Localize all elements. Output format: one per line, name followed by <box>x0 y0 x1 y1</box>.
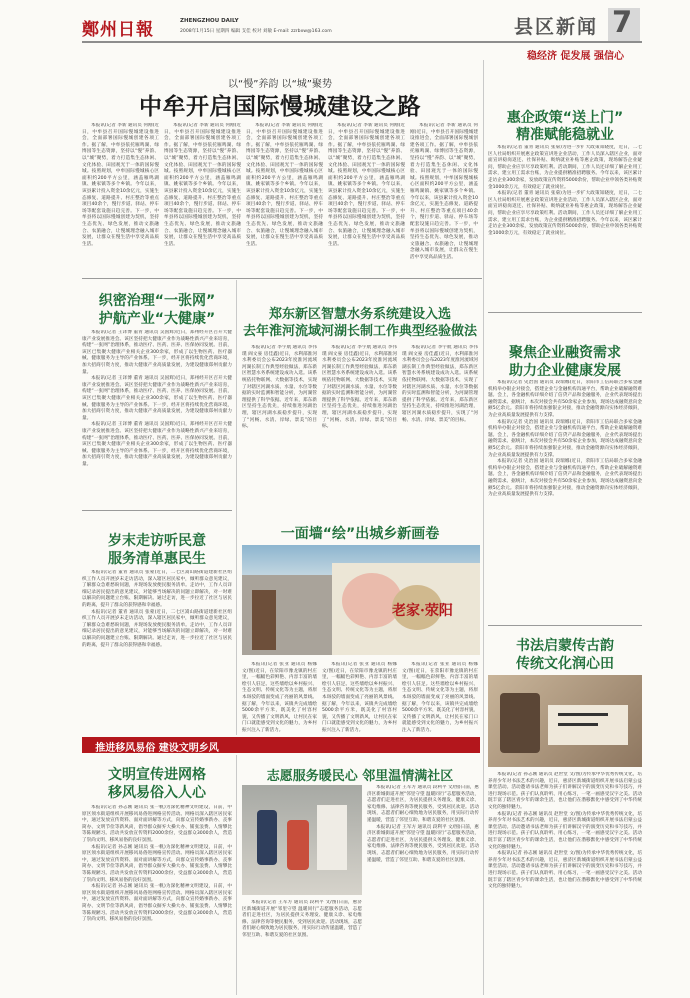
policy-headline-2: 精准赋能稳就业 <box>516 127 614 143</box>
calligraphy-photo <box>488 675 642 767</box>
lead-kicker: 以“慢”养韵 以“城”聚势 <box>228 79 332 90</box>
lead-column-5: 本报讯(记者 李新 通讯员 何刚)近日，中牟县召开国际慢城建设推进会，全面部署国际慢城创建各项工作。据了解，中牟县依托雁鸣湖、绿博园等生态资源，坚持以“慢”养韵、以“城”聚势，着力打造集生态休闲、文化体验、田园观光于一体的国际慢城。按照规划，中牟国际慢城核心区面积约200平方公里，涵盖雁鸣湖镇、姚家镇等多个乡镇。今年以来，该县累计投入资金10余亿元，实施生态修复、道路提升、村庄整治等重点项目40余个，慢行步道、驿站、停车场等配套设施日趋完善。下一步，中牟县将以国际慢城创建为契机，坚持生态优先、绿色发展，推动文旅融合、农旅融合，让慢城理念融入城市发展，让群众在慢生活中享受高品质生活。 <box>410 123 478 260</box>
finance-body: 本报讯(记者 史治国 通讯员 段瑞娜)近日，荥阳市工信局联合多家金融机构举办银企对接会，搭建企业与金融机构沟通平台，帮助企业破解融资难题。会上，各金融机构详细介绍了信贷产品和金融服务，企业代表现场提出融资需求。据统计，本次对接会共有50余家企业参加，现场达成融资意向金额5亿余元。荥阳市将持续加强银企对接，推动金融资源向实体经济倾斜，为企业高质量发展提供有力支撑。 本报讯(记者 史治国 通讯员 段瑞娜)近日，荥阳市工信局联合多家金融机构举办银企对接会，搭建企业与金融机构沟通平台，帮助企业破解融资难题。会上，各金融机构详细介绍了信贷产品和金融服务，企业代表现场提出融资需求。据统计，本次对接会共有50余家企业参加，现场达成融资意向金额5亿余元。荥阳市将持续加强银企对接，推动金融资源向实体经济倾斜，为企业高质量发展提供有力支撑。 本报讯(记者 史治国 通讯员 段瑞娜)近日，荥阳市工信局联合多家金融机构举办银企对接会，搭建企业与金融机构沟通平台，帮助企业破解融资难题。会上，各金融机构详细介绍了信贷产品和金融服务，企业代表现场提出融资需求。据统计，本次对接会共有50余家企业参加，现场达成融资意向金额5亿余元。荥阳市将持续加强银企对接，推动金融资源向实体经济倾斜，为企业高质量发展提供有力支撑。 <box>488 380 642 498</box>
lead-column-1: 本报讯(记者 李新 通讯员 何刚)近日，中牟县召开国际慢城建设推进会，全面部署国际慢城创建各项工作。据了解，中牟县依托雁鸣湖、绿博园等生态资源，坚持以“慢”养韵、以“城”聚势，着力打造集生态休闲、文化体验、田园观光于一体的国际慢城。按照规划，中牟国际慢城核心区面积约200平方公里，涵盖雁鸣湖镇、姚家镇等多个乡镇。今年以来，该县累计投入资金10余亿元，实施生态修复、道路提升、村庄整治等重点项目40余个，慢行步道、驿站、停车场等配套设施日趋完善。下一步，中牟县将以国际慢城创建为契机，坚持生态优先、绿色发展，推动文旅融合、农旅融合，让慢城理念融入城市发展，让群众在慢生活中享受高品质生活。 <box>82 123 159 247</box>
wall-column-1: 本报讯(记者 张亚 通讯员 杨娜 文/图)近日，在荥阳市豫龙镇的村庄里，一幅幅色彩鲜艳、内容丰富的墙绘引人驻足。这些墙绘以乡村振兴、生态文明、传统文化等为主题，将原本斑驳的墙面变成了亮丽的风景线。据了解，今年以来，该镇共完成墙绘5000余平方米，既美化了村容村貌，又传播了文明新风，让村民在家门口就能感受到文化的魅力，为乡村振兴注入了新活力。 <box>242 662 317 733</box>
wall-column-2: 本报讯(记者 张亚 通讯员 杨娜 文/图)近日，在荥阳市豫龙镇的村庄里，一幅幅色彩鲜艳、内容丰富的墙绘引人驻足。这些墙绘以乡村振兴、生态文明、传统文化等为主题，将原本斑驳的墙面变成了亮丽的风景线。据了解，今年以来，该镇共完成墙绘5000余平方米，既美化了村容村貌，又传播了文明新风，让村民在家门口就能感受到文化的魅力，为乡村振兴注入了新活力。 <box>322 662 397 733</box>
calligraphy-body: 本报讯(记者 孙志刚 通讯员 赵世堂 文/图)为传承中华优秀传统文化，培养青少年对书法艺术的兴趣，近日，惠济区新城街道组织开展书法启蒙公益课堂活动。活动邀请书法老师为孩子们讲解汉字的演变历史和书写技巧，并进行现场示范。孩子们认真聆听、用心练习，一笔一画感受汉字之美。活动既丰富了辖区青少年的课余生活，也让他们在潜移默化中感受到了中华传统文化的独特魅力。 本报讯(记者 孙志刚 通讯员 赵世堂 文/图)为传承中华优秀传统文化，培养青少年对书法艺术的兴趣，近日，惠济区新城街道组织开展书法启蒙公益课堂活动。活动邀请书法老师为孩子们讲解汉字的演变历史和书写技巧，并进行现场示范。孩子们认真聆听、用心练习，一笔一画感受汉字之美。活动既丰富了辖区青少年的课余生活，也让他们在潜移默化中感受到了中华传统文化的独特魅力。 本报讯(记者 孙志刚 通讯员 赵世堂 文/图)为传承中华优秀传统文化，培养青少年对书法艺术的兴趣，近日，惠济区新城街道组织开展书法启蒙公益课堂活动。活动邀请书法老师为孩子们讲解汉字的演变历史和书写技巧，并进行现场示范。孩子们认真聆听、用心练习，一笔一画感受汉字之美。活动既丰富了辖区青少年的课余生活，也让他们在潜移默化中感受到了中华传统文化的独特魅力。 <box>488 772 642 890</box>
health-headline-1: 织密治理“一张网” <box>98 293 216 309</box>
water-column-1: 本报讯(记者 李宇航 通讯员 李伟璞 阎文豪 房佳鑫)近日，水利部淮河水利委员会公布2023年度淮河流域河湖长制工作典型经验做法，郑东新区智慧水务系统建设成功入选。该系统依托物联网、大数据等技术，实现了对辖区河湖水质、水量、水位等数据的实时监测和智能分析，为河湖管理提供了科学依据。近年来，郑东新区坚持生态优先，持续推进河湖治理，辖区河湖水质稳步提升，实现了“河畅、水清、岸绿、景美”的目标。 <box>242 345 317 430</box>
calligraphy-headline-2: 传统文化润心田 <box>516 656 614 672</box>
water-headline-1: 郑东新区智慧水务系统建设入选 <box>268 307 451 322</box>
lead-column-4: 本报讯(记者 李新 通讯员 何刚)近日，中牟县召开国际慢城建设推进会，全面部署国际慢城创建各项工作。据了解，中牟县依托雁鸣湖、绿博园等生态资源，坚持以“慢”养韵、以“城”聚势，着力打造集生态休闲、文化体验、田园观光于一体的国际慢城。按照规划，中牟国际慢城核心区面积约200平方公里，涵盖雁鸣湖镇、姚家镇等多个乡镇。今年以来，该县累计投入资金10余亿元，实施生态修复、道路提升、村庄整治等重点项目40余个，慢行步道、驿站、停车场等配套设施日趋完善。下一步，中牟县将以国际慢城创建为契机，坚持生态优先、绿色发展，推动文旅融合、农旅融合，让慢城理念融入城市发展，让群众在慢生活中享受高品质生活。 <box>328 123 405 247</box>
civilization-headline-2: 移风易俗入人心 <box>108 785 206 801</box>
volunteer-column-2: 本报讯(记者 王军方 通讯员 段利平 文/图)日前，惠济区新城街道开展“邻里守望 温暖同行”志愿服务活动，志愿者们走进社区，为居民提供义务理发、健康义诊、家电维修、法律咨询等便民服务，受到居民欢迎。活动现场，志愿者们耐心细致地为居民服务，用实际行动传递温暖，营造了邻里互助、和谐友爱的社区氛围。 本报讯(记者 王军方 通讯员 段利平 文/图)日前，惠济区新城街道开展“邻里守望 温暖同行”志愿服务活动，志愿者们走进社区，为居民提供义务理发、健康义诊、家电维修、法律咨询等便民服务，受到居民欢迎。活动现场，志愿者们耐心细致地为居民服务，用实际行动传递温暖，营造了邻里互助、和谐友爱的社区氛围。 <box>367 785 479 863</box>
wall-caption: 老家·荥阳 <box>392 603 453 619</box>
lead-headline: 中牟开启国际慢城建设之路 <box>139 94 421 120</box>
wall-headline: 一面墙“绘”出城乡新画卷 <box>280 526 440 542</box>
health-headline-2: 护航产业“大健康” <box>98 311 216 327</box>
finance-headline-1: 聚焦企业融资需求 <box>509 345 621 361</box>
page-number: 7 <box>612 5 633 39</box>
logo-pinyin: ZHENGZHOU DAILY <box>180 18 239 24</box>
calligraphy-headline-1: 书法启蒙传古韵 <box>516 638 614 654</box>
wall-photo <box>242 545 480 655</box>
masthead-info: 2008年1月15日 星期四 编辑 支佳 校对 刘敏 E-mail: zzrbxw@163.com <box>180 29 332 34</box>
water-column-2: 本报讯(记者 李宇航 通讯员 李伟璞 阎文豪 房佳鑫)近日，水利部淮河水利委员会公布2023年度淮河流域河湖长制工作典型经验做法，郑东新区智慧水务系统建设成功入选。该系统依托物联网、大数据等技术，实现了对辖区河湖水质、水量、水位等数据的实时监测和智能分析，为河湖管理提供了科学依据。近年来，郑东新区坚持生态优先，持续推进河湖治理，辖区河湖水质稳步提升，实现了“河畅、水清、岸绿、景美”的目标。 <box>322 345 397 430</box>
volunteer-photo <box>242 785 362 895</box>
newspaper-logo: 鄭州日報 <box>82 20 154 40</box>
wall-column-3: 本报讯(记者 张亚 通讯员 杨娜 文/图)近日，在荥阳市豫龙镇的村庄里，一幅幅色彩鲜艳、内容丰富的墙绘引人驻足。这些墙绘以乡村振兴、生态文明、传统文化等为主题，将原本斑驳的墙面变成了亮丽的风景线。据了解，今年以来，该镇共完成墙绘5000余平方米，既美化了村容村貌，又传播了文明新风，让村民在家门口就能感受到文化的魅力，为乡村振兴注入了新活力。 <box>402 662 478 733</box>
policy-headline-1: 惠企政策“送上门” <box>506 110 624 126</box>
lead-column-3: 本报讯(记者 李新 通讯员 何刚)近日，中牟县召开国际慢城建设推进会，全面部署国际慢城创建各项工作。据了解，中牟县依托雁鸣湖、绿博园等生态资源，坚持以“慢”养韵、以“城”聚势，着力打造集生态休闲、文化体验、田园观光于一体的国际慢城。按照规划，中牟国际慢城核心区面积约200平方公里，涵盖雁鸣湖镇、姚家镇等多个乡镇。今年以来，该县累计投入资金10余亿元，实施生态修复、道路提升、村庄整治等重点项目40余个，慢行步道、驿站、停车场等配套设施日趋完善。下一步，中牟县将以国际慢城创建为契机，坚持生态优先、绿色发展，推动文旅融合、农旅融合，让慢城理念融入城市发展，让群众在慢生活中享受高品质生活。 <box>246 123 323 247</box>
volunteer-column-1: 本报讯(记者 王军方 通讯员 段利平 文/图)日前，惠济区新城街道开展“邻里守望 温暖同行”志愿服务活动，志愿者们走进社区，为居民提供义务理发、健康义诊、家电维修、法律咨询等便民服务，受到居民欢迎。活动现场，志愿者们耐心细致地为居民服务，用实际行动传递温暖，营造了邻里互助、和谐友爱的社区氛围。 <box>242 900 362 938</box>
health-body: 本报讯(记者 王译博 董青 通讯员 吴国辉)近日，郑州经开区召开大健康产业发展推进会。该区坚持把大健康产业作为战略性新兴产业来培育，构建“一张网”治理体系，推动医疗、医药、医养、医保协同发展。目前，该区已集聚大健康产业相关企业300余家，形成了以生物医药、医疗器械、健康服务为主导的产业体系。下一步，经开区将持续优化营商环境，加大招商引资力度，推动大健康产业高质量发展，为建设健康郑州贡献力量。 本报讯(记者 王译博 董青 通讯员 吴国辉)近日，郑州经开区召开大健康产业发展推进会。该区坚持把大健康产业作为战略性新兴产业来培育，构建“一张网”治理体系，推动医疗、医药、医养、医保协同发展。目前，该区已集聚大健康产业相关企业300余家，形成了以生物医药、医疗器械、健康服务为主导的产业体系。下一步，经开区将持续优化营商环境，加大招商引资力度，推动大健康产业高质量发展，为建设健康郑州贡献力量。 本报讯(记者 王译博 董青 通讯员 吴国辉)近日，郑州经开区召开大健康产业发展推进会。该区坚持把大健康产业作为战略性新兴产业来培育，构建“一张网”治理体系，推动医疗、医药、医养、医保协同发展。目前，该区已集聚大健康产业相关企业300余家，形成了以生物医药、医疗器械、健康服务为主导的产业体系。下一步，经开区将持续优化营商环境，加大招商引资力度，推动大健康产业高质量发展，为建设健康郑州贡献力量。 <box>82 330 232 467</box>
water-column-3: 本报讯(记者 李宇航 通讯员 李伟璞 阎文豪 房佳鑫)近日，水利部淮河水利委员会公布2023年度淮河流域河湖长制工作典型经验做法，郑东新区智慧水务系统建设成功入选。该系统依托物联网、大数据等技术，实现了对辖区河湖水质、水量、水位等数据的实时监测和智能分析，为河湖管理提供了科学依据。近年来，郑东新区坚持生态优先，持续推进河湖治理，辖区河湖水质稳步提升，实现了“河畅、水清、岸绿、景美”的目标。 <box>402 345 478 423</box>
slogan: 稳经济 促发展 强信心 <box>527 51 624 62</box>
volunteer-headline: 志愿服务暖民心 邻里温情满社区 <box>266 769 454 784</box>
banner-text: 推进移风易俗 建设文明乡风 <box>95 743 219 754</box>
civilization-headline-1: 文明宣传进网格 <box>108 767 206 783</box>
lead-column-2: 本报讯(记者 李新 通讯员 何刚)近日，中牟县召开国际慢城建设推进会，全面部署国际慢城创建各项工作。据了解，中牟县依托雁鸣湖、绿博园等生态资源，坚持以“慢”养韵、以“城”聚势，着力打造集生态休闲、文化体验、田园观光于一体的国际慢城。按照规划，中牟国际慢城核心区面积约200平方公里，涵盖雁鸣湖镇、姚家镇等多个乡镇。今年以来，该县累计投入资金10余亿元，实施生态修复、道路提升、村庄整治等重点项目40余个，慢行步道、驿站、停车场等配套设施日趋完善。下一步，中牟县将以国际慢城创建为契机，坚持生态优先、绿色发展，推动文旅融合、农旅融合，让慢城理念融入城市发展，让群众在慢生活中享受高品质生活。 <box>164 123 241 247</box>
finance-headline-2: 助力企业健康发展 <box>509 363 621 379</box>
civilization-body: 本报讯(记者 孙志刚 通讯员 张一帆)为深化精神文明建设，日前，中原区须水街道组织开展移风易俗进网格宣传活动。网格员深入辖区居民家中，通过发放宣传资料、面对面讲解等方式，向群众宣传婚事新办、丧事简办、文明节俭等新风尚，倡导群众摒弃大操大办、铺张浪费、人情攀比等陈规陋习。活动共发放宣传资料2000余份，受益群众3000余人，营造了崇尚文明、移风易俗的良好氛围。 本报讯(记者 孙志刚 通讯员 张一帆)为深化精神文明建设，日前，中原区须水街道组织开展移风易俗进网格宣传活动。网格员深入辖区居民家中，通过发放宣传资料、面对面讲解等方式，向群众宣传婚事新办、丧事简办、文明节俭等新风尚，倡导群众摒弃大操大办、铺张浪费、人情攀比等陈规陋习。活动共发放宣传资料2000余份，受益群众3000余人，营造了崇尚文明、移风易俗的良好氛围。 本报讯(记者 孙志刚 通讯员 张一帆)为深化精神文明建设，日前，中原区须水街道组织开展移风易俗进网格宣传活动。网格员深入辖区居民家中，通过发放宣传资料、面对面讲解等方式，向群众宣传婚事新办、丧事简办、文明节俭等新风尚，倡导群众摒弃大操大办、铺张浪费、人情攀比等陈规陋习。活动共发放宣传资料2000余份，受益群众3000余人，营造了崇尚文明、移风易俗的良好氛围。 <box>82 805 232 923</box>
service-headline-2: 服务清单惠民生 <box>108 551 206 567</box>
policy-body: 本报讯(记者 董青 通讯员 张菊)为进一步扩大政策知晓度，近日，二七区人社局组织开展惠企政策宣讲进企业活动，工作人员深入辖区企业，面对面宣讲稳岗返还、社保补贴、吸纳就业补贴等惠企政策，现场解答企业疑问，帮助企业应享尽享政策红利。活动期间，工作人员还详细了解企业用工需求，建立用工需求台账，为企业提供精准招聘服务。今年以来，该区累计走访企业300余家，发放政策宣传资料5000余份，帮助企业申领各类补贴资金1000余万元，有效稳定了就业岗位。 本报讯(记者 董青 通讯员 张菊)为进一步扩大政策知晓度，近日，二七区人社局组织开展惠企政策宣讲进企业活动，工作人员深入辖区企业，面对面宣讲稳岗返还、社保补贴、吸纳就业补贴等惠企政策，现场解答企业疑问，帮助企业应享尽享政策红利。活动期间，工作人员还详细了解企业用工需求，建立用工需求台账，为企业提供精准招聘服务。今年以来，该区累计走访企业300余家，发放政策宣传资料5000余份，帮助企业申领各类补贴资金1000余万元，有效稳定了就业岗位。 <box>488 145 642 236</box>
section-title: 县区新闻 <box>514 16 599 38</box>
service-body: 本报讯(记者 董青 通讯员 张蒙)近日，二七区嵩山路街道建新社区组织工作人员开展岁末走访活动，深入辖区居民家中，倾听群众意见建议，了解群众急难愁盼问题，并现场发放便民服务清单。走访中，工作人员详细记录居民提出的意见建议，对能够当场解决的问题立即解决，对一时难以解决的问题建立台账、限期解决。通过走访，进一步拉近了社区与居民的距离，提升了群众的获得感和幸福感。 本报讯(记者 董青 通讯员 张蒙)近日，二七区嵩山路街道建新社区组织工作人员开展岁末走访活动，深入辖区居民家中，倾听群众意见建议，了解群众急难愁盼问题，并现场发放便民服务清单。走访中，工作人员详细记录居民提出的意见建议，对能够当场解决的问题立即解决，对一时难以解决的问题建立台账、限期解决。通过走访，进一步拉近了社区与居民的距离，提升了群众的获得感和幸福感。 <box>82 570 232 648</box>
water-headline-2: 去年淮河流域河湖长制工作典型经验做法 <box>242 324 477 339</box>
service-headline-1: 岁末走访听民意 <box>108 533 206 549</box>
